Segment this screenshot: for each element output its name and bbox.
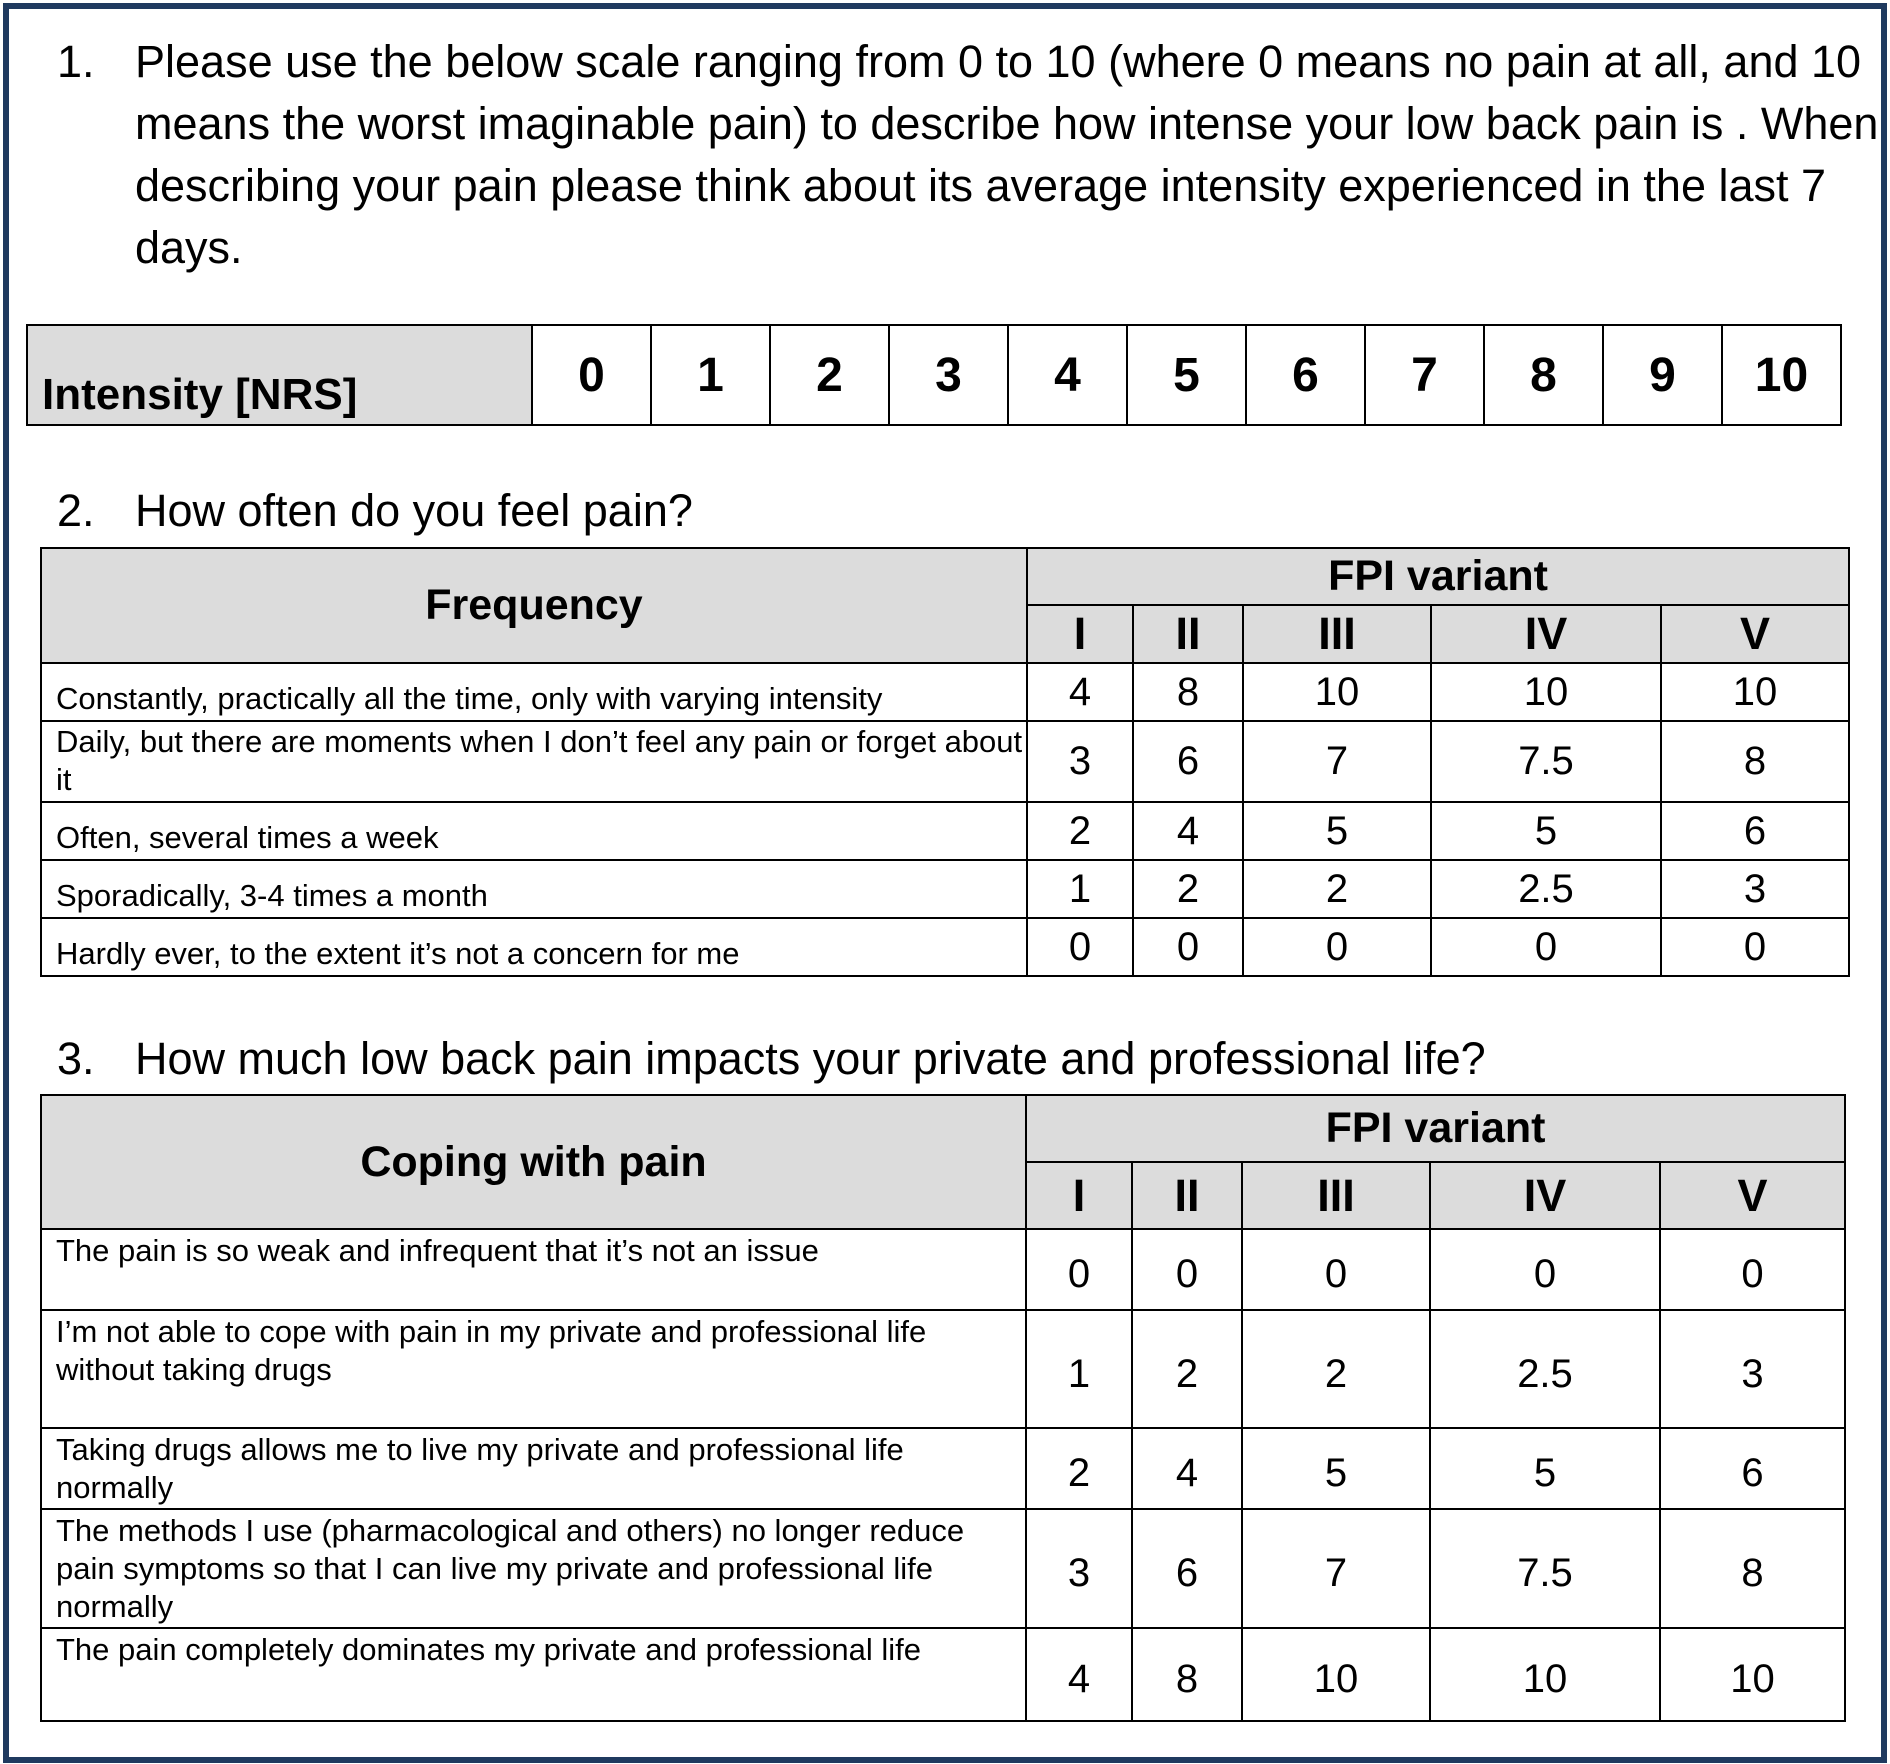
- question-number: 3.: [57, 1033, 95, 1084]
- score-cell: 0: [1026, 1229, 1132, 1310]
- score-cell: 4: [1133, 802, 1243, 860]
- score-cell: 1: [1027, 860, 1133, 918]
- row-label: Often, several times a week: [41, 802, 1027, 860]
- row-label: Hardly ever, to the extent it’s not a concern for me: [41, 918, 1027, 976]
- score-cell: 8: [1660, 1509, 1845, 1628]
- score-cell: 2: [1132, 1310, 1242, 1428]
- score-cell: 1: [1026, 1310, 1132, 1428]
- table-row[interactable]: [41, 1310, 1845, 1428]
- score-cell: 0: [1133, 918, 1243, 976]
- score-cell: 2.5: [1431, 860, 1661, 918]
- score-cell: 10: [1660, 1628, 1845, 1721]
- coping-header: Coping with pain: [41, 1095, 1026, 1229]
- nrs-value-9[interactable]: 9: [1603, 325, 1722, 425]
- fpi-variant-header: FPI variant: [1027, 548, 1849, 605]
- score-cell: 6: [1133, 721, 1243, 802]
- nrs-value-6[interactable]: 6: [1246, 325, 1365, 425]
- variant-header: III: [1243, 605, 1431, 663]
- score-cell: 0: [1431, 918, 1661, 976]
- score-cell: 10: [1661, 663, 1849, 721]
- score-cell: 3: [1026, 1509, 1132, 1628]
- score-cell: 0: [1660, 1229, 1845, 1310]
- question-text: Please use the below scale ranging from 0 to 10 (where 0 means no pain at all, and 10 means the worst imaginable pain) to describe how intense your low back pain is . When describing your pain please think about its average intensity experienced in the last 7 days.: [135, 36, 1879, 273]
- score-cell: 4: [1026, 1628, 1132, 1721]
- row-label: Taking drugs allows me to live my private and professional life normally: [41, 1428, 1026, 1509]
- score-cell: 0: [1242, 1229, 1430, 1310]
- score-cell: 10: [1431, 663, 1661, 721]
- row-label: Sporadically, 3-4 times a month: [41, 860, 1027, 918]
- score-cell: 3: [1027, 721, 1133, 802]
- variant-header: I: [1027, 605, 1133, 663]
- row-label: Constantly, practically all the time, only with varying intensity: [41, 663, 1027, 721]
- nrs-label: Intensity [NRS]: [27, 325, 532, 425]
- nrs-value-3[interactable]: 3: [889, 325, 1008, 425]
- score-cell: 7: [1242, 1509, 1430, 1628]
- table-row[interactable]: [41, 1628, 1845, 1721]
- coping-table: [40, 1094, 1846, 1722]
- frequency-header: Frequency: [41, 548, 1027, 663]
- score-cell: 7.5: [1431, 721, 1661, 802]
- variant-header: III: [1242, 1162, 1430, 1229]
- nrs-value-1[interactable]: 1: [651, 325, 770, 425]
- score-cell: 2: [1242, 1310, 1430, 1428]
- score-cell: 4: [1027, 663, 1133, 721]
- score-cell: 10: [1242, 1628, 1430, 1721]
- question-number: 1.: [57, 36, 95, 87]
- variant-header: IV: [1431, 605, 1661, 663]
- score-cell: 3: [1661, 860, 1849, 918]
- score-cell: 8: [1661, 721, 1849, 802]
- score-cell: 0: [1027, 918, 1133, 976]
- table-row[interactable]: [41, 1229, 1845, 1310]
- score-cell: 7: [1243, 721, 1431, 802]
- table-row[interactable]: [41, 802, 1849, 860]
- row-label: The pain completely dominates my private and professional life: [41, 1628, 1026, 1721]
- table-row[interactable]: [41, 918, 1849, 976]
- score-cell: 10: [1430, 1628, 1660, 1721]
- score-cell: 7.5: [1430, 1509, 1660, 1628]
- nrs-value-10[interactable]: 10: [1722, 325, 1841, 425]
- question-text: How often do you feel pain?: [135, 485, 693, 536]
- variant-header: II: [1133, 605, 1243, 663]
- score-cell: 10: [1243, 663, 1431, 721]
- row-label: I’m not able to cope with pain in my private and professional life without taking drugs: [41, 1310, 1026, 1428]
- fpi-variant-header: FPI variant: [1026, 1095, 1845, 1162]
- score-cell: 5: [1431, 802, 1661, 860]
- score-cell: 5: [1243, 802, 1431, 860]
- variant-header: II: [1132, 1162, 1242, 1229]
- table-row[interactable]: [41, 860, 1849, 918]
- nrs-value-5[interactable]: 5: [1127, 325, 1246, 425]
- score-cell: 0: [1132, 1229, 1242, 1310]
- row-label: Daily, but there are moments when I don’t feel any pain or forget about it: [41, 721, 1027, 802]
- nrs-value-0[interactable]: 0: [532, 325, 651, 425]
- score-cell: 8: [1133, 663, 1243, 721]
- score-cell: 5: [1242, 1428, 1430, 1509]
- score-cell: 0: [1243, 918, 1431, 976]
- score-cell: 2: [1027, 802, 1133, 860]
- nrs-value-8[interactable]: 8: [1484, 325, 1603, 425]
- variant-header: V: [1661, 605, 1849, 663]
- table-row[interactable]: [41, 663, 1849, 721]
- row-label: The pain is so weak and infrequent that it’s not an issue: [41, 1229, 1026, 1310]
- score-cell: 0: [1661, 918, 1849, 976]
- table-row[interactable]: [41, 721, 1849, 802]
- frequency-table: [40, 547, 1850, 977]
- score-cell: 6: [1661, 802, 1849, 860]
- row-label: The methods I use (pharmacological and others) no longer reduce pain symptoms so that I can live my private and professional life normally: [41, 1509, 1026, 1628]
- question-text: How much low back pain impacts your private and professional life?: [135, 1033, 1486, 1084]
- score-cell: 0: [1430, 1229, 1660, 1310]
- nrs-scale-table: [26, 324, 1842, 426]
- score-cell: 2: [1243, 860, 1431, 918]
- score-cell: 4: [1132, 1428, 1242, 1509]
- nrs-value-2[interactable]: 2: [770, 325, 889, 425]
- variant-header: I: [1026, 1162, 1132, 1229]
- variant-header: V: [1660, 1162, 1845, 1229]
- score-cell: 2: [1026, 1428, 1132, 1509]
- score-cell: 3: [1660, 1310, 1845, 1428]
- score-cell: 6: [1132, 1509, 1242, 1628]
- score-cell: 6: [1660, 1428, 1845, 1509]
- score-cell: 2: [1133, 860, 1243, 918]
- score-cell: 8: [1132, 1628, 1242, 1721]
- table-row[interactable]: [41, 1428, 1845, 1509]
- nrs-value-7[interactable]: 7: [1365, 325, 1484, 425]
- table-row[interactable]: [41, 1509, 1845, 1628]
- nrs-value-4[interactable]: 4: [1008, 325, 1127, 425]
- question-number: 2.: [57, 485, 95, 536]
- score-cell: 2.5: [1430, 1310, 1660, 1428]
- score-cell: 5: [1430, 1428, 1660, 1509]
- variant-header: IV: [1430, 1162, 1660, 1229]
